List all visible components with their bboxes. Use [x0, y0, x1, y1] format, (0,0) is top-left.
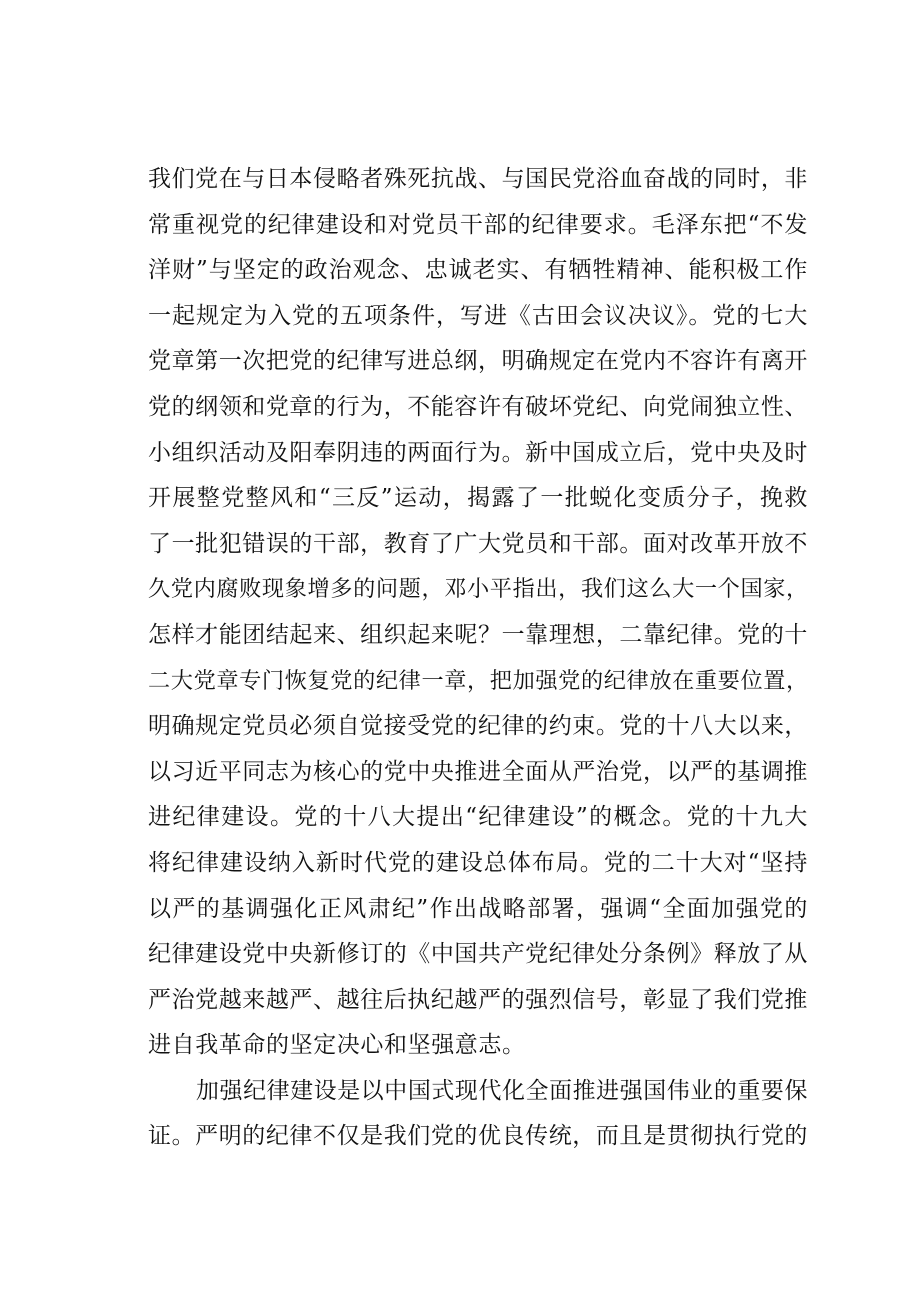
text-line: 二大党章专门恢复党的纪律一章，把加强党的纪律放在重要位置，: [148, 667, 809, 694]
text-line: 纪律建设党中央新修订的《中国共产党纪律处分条例》释放了从: [148, 941, 808, 968]
text-line: 党章第一次把党的纪律写进总纲，明确规定在党内不容许有离开: [148, 348, 808, 375]
text-line: 小组织活动及阳奉阴违的两面行为。新中国成立后，党中央及时: [148, 439, 808, 466]
text-line: 将纪律建设纳入新时代党的建设总体布局。党的二十大对“坚持: [148, 849, 808, 876]
text-line: 洋财”与坚定的政治观念、忠诚老实、有牺牲精神、能积极工作: [148, 257, 808, 284]
text-line: 了一批犯错误的干部，教育了广大党员和干部。面对改革开放不: [148, 530, 808, 557]
text-line: 以严的基调强化正风肃纪”作出战略部署，强调“全面加强党的: [148, 895, 808, 922]
text-line: 我们党在与日本侵略者殊死抗战、与国民党浴血奋战的同时，非: [148, 166, 808, 192]
text-line: 怎样才能团结起来、组织起来呢？一靠理想，二靠纪律。党的十: [148, 621, 808, 648]
text-line: 以习近平同志为核心的党中央推进全面从严治党，以严的基调推: [148, 758, 808, 785]
text-line: 明确规定党员必须自觉接受党的纪律的约束。党的十八大以来，: [148, 713, 808, 740]
paragraph-2: [148, 1069, 808, 1160]
text-line: 进自我革命的坚定决心和坚强意志。: [148, 1032, 526, 1059]
text-line: 开展整党整风和“三反”运动，揭露了一批蜕化变质分子，挽救: [148, 485, 808, 512]
paragraph-1: [148, 157, 808, 1069]
text-line: 党的纲领和党章的行为，不能容许有破坏党纪、向党闹独立性、: [148, 393, 808, 420]
text-line: 一起规定为入党的五项条件，写进《古田会议决议》。党的七大: [148, 302, 808, 329]
text-line: 久党内腐败现象增多的问题，邓小平指出，我们这么大一个国家，: [148, 576, 809, 603]
text-line: 加强纪律建设是以中国式现代化全面推进强国伟业的重要保: [196, 1077, 808, 1104]
text-line: 证。严明的纪律不仅是我们党的优良传统，而且是贯彻执行党的: [148, 1123, 808, 1150]
text-line: 进纪律建设。党的十八大提出“纪律建设”的概念。党的十九大: [148, 804, 808, 831]
text-line: 严治党越来越严、越往后执纪越严的强烈信号，彰显了我们党推: [148, 986, 808, 1013]
text-line: 常重视党的纪律建设和对党员干部的纪律要求。毛泽东把“不发: [148, 211, 808, 238]
document-body: [148, 157, 808, 1160]
